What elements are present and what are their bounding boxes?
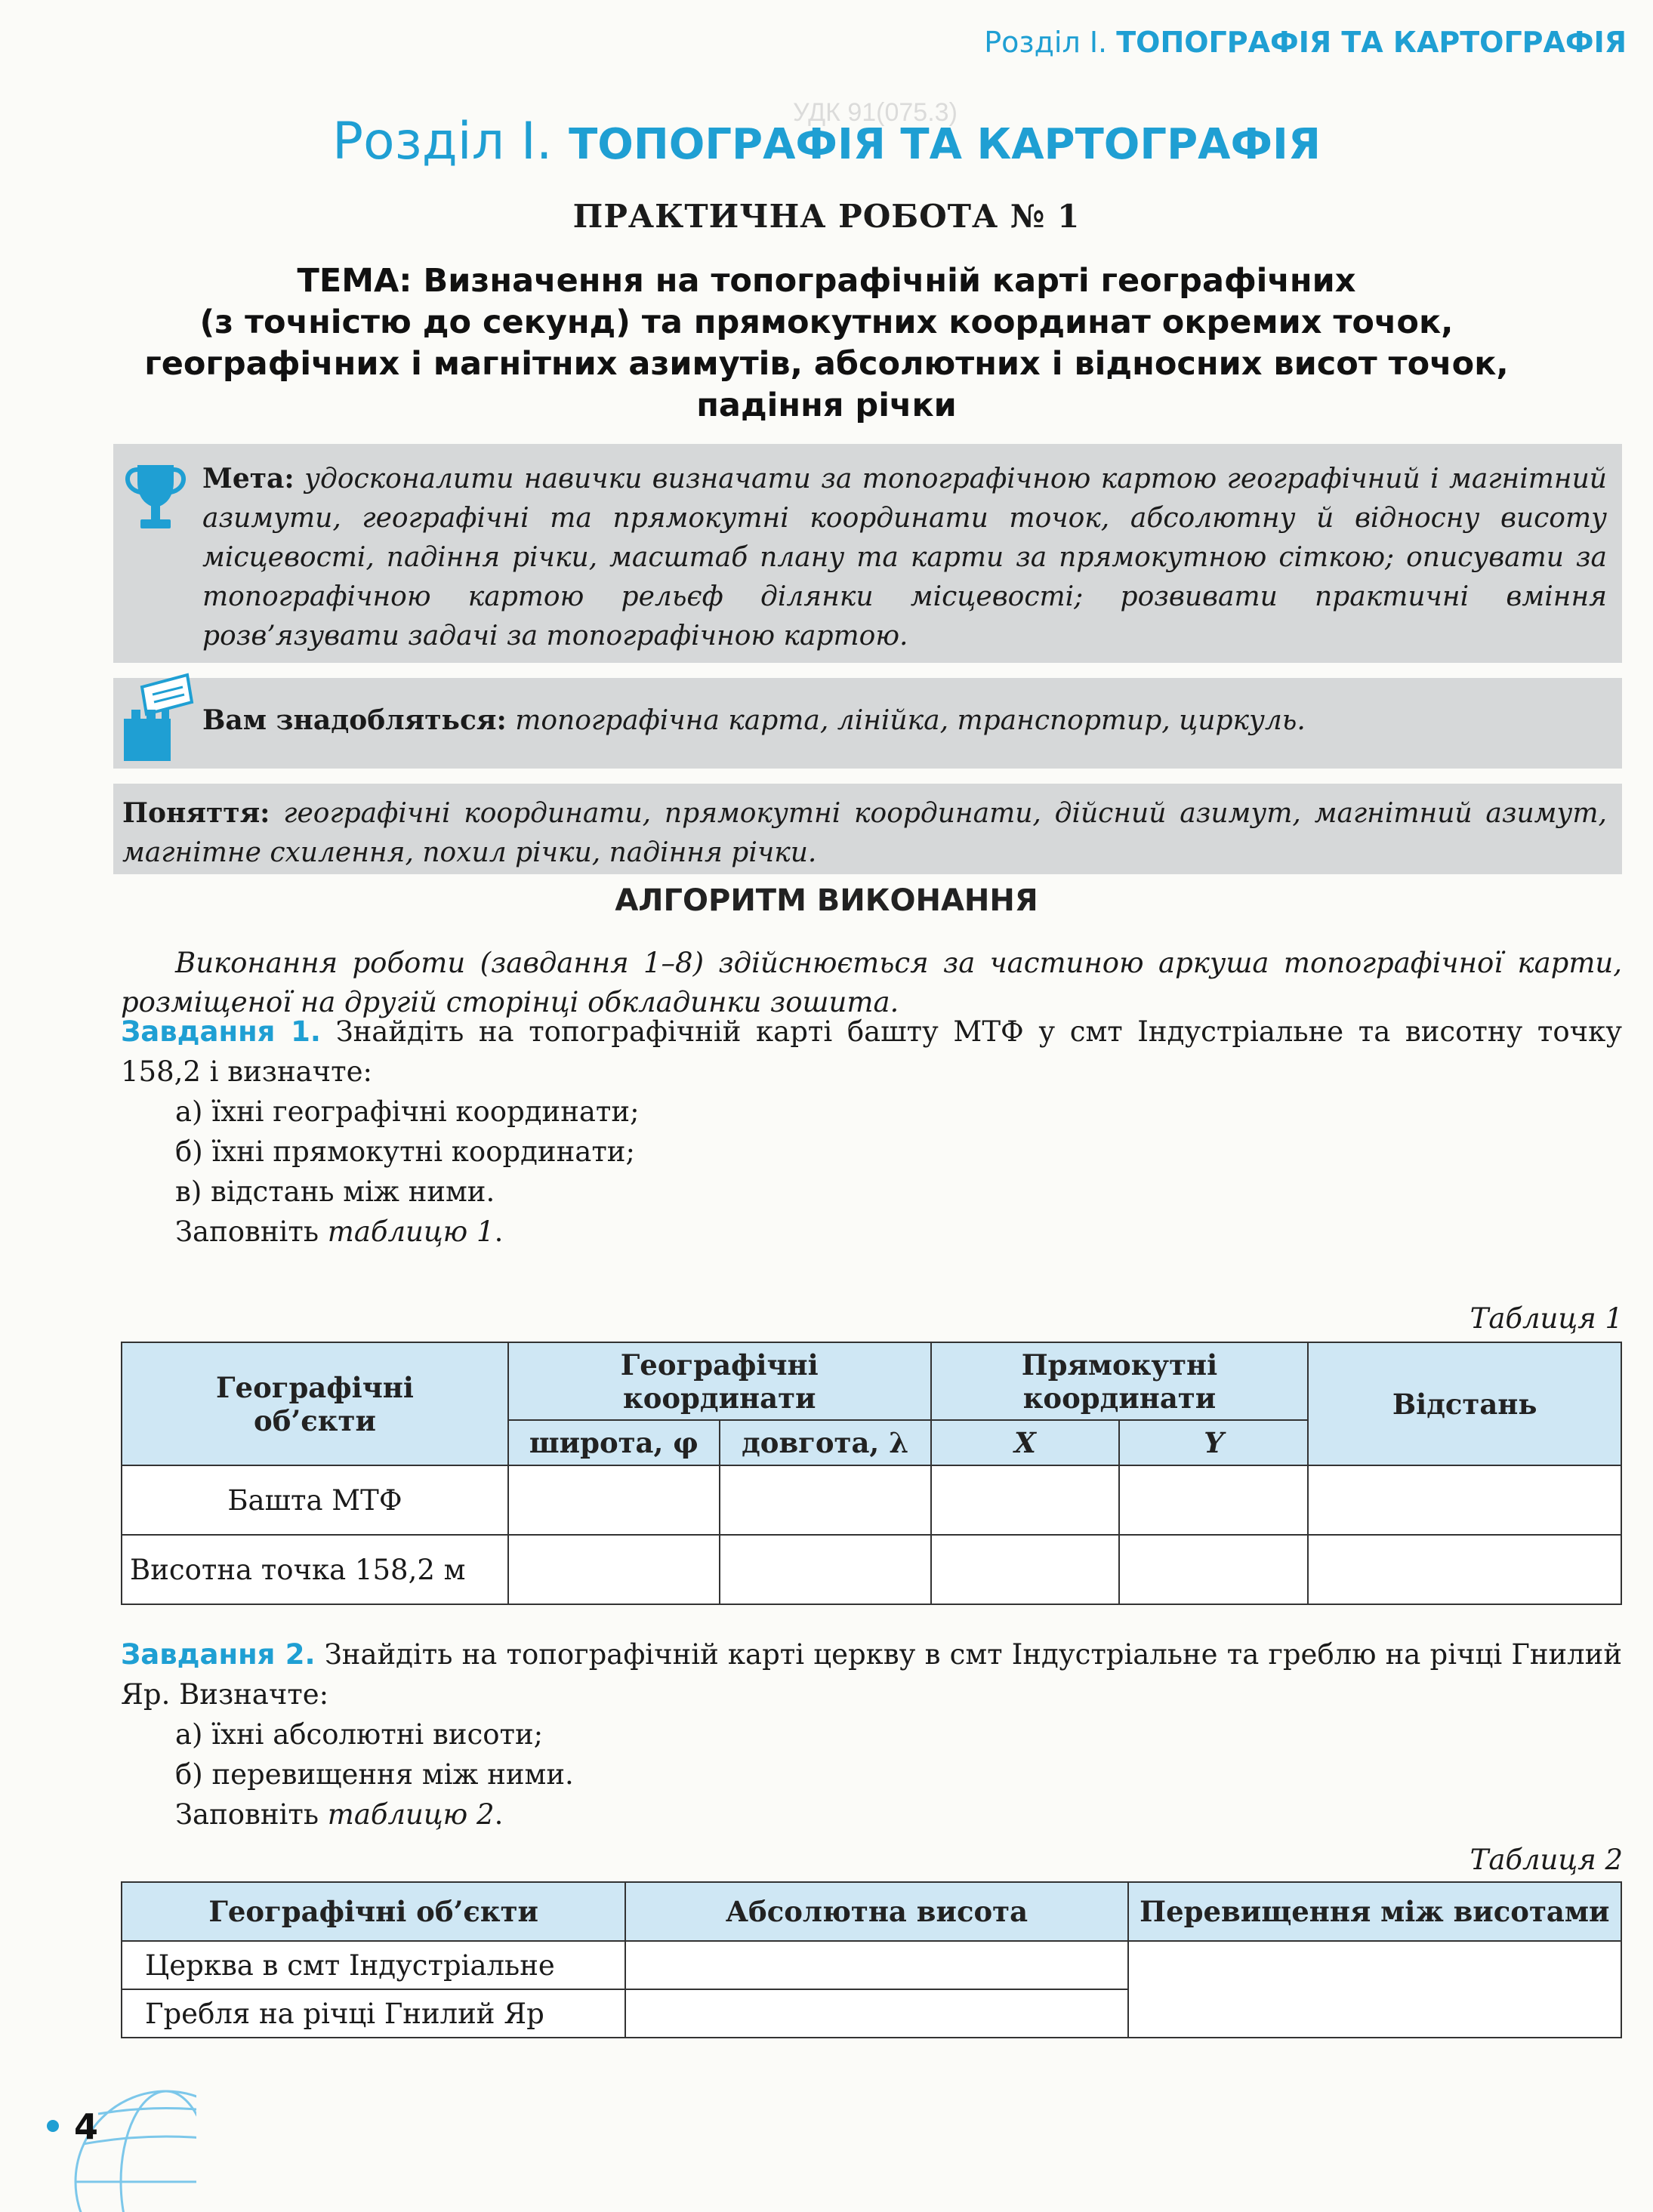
fill-prefix: Заповніть bbox=[175, 1215, 328, 1248]
table-row bbox=[122, 1535, 1621, 1604]
fill-prefix: Заповніть bbox=[175, 1798, 328, 1831]
table-1-header-latitude: широта, φ bbox=[508, 1420, 720, 1465]
fill-table-ref: таблицю 2 bbox=[327, 1798, 495, 1831]
task-2-fill-instruction bbox=[121, 1795, 1622, 1835]
practical-work-title: ПРАКТИЧНА РОБОТА № 1 bbox=[572, 198, 1081, 235]
table-1-caption: Таблиця 1 bbox=[1470, 1302, 1623, 1335]
fill-suffix: . bbox=[494, 1215, 504, 1248]
task-1-text: Знайдіть на топографічній карті башту МТФ у смт Індустріальне та висотну точку 158,2 і визначте: bbox=[121, 1015, 1622, 1088]
task-1-item: б) їхні прямокутні координати; bbox=[175, 1135, 635, 1168]
task-1-label: Завдання 1. bbox=[121, 1015, 321, 1048]
trophy-icon bbox=[121, 459, 190, 535]
theme-heading bbox=[113, 260, 1540, 427]
concepts-label: Поняття: bbox=[122, 797, 270, 829]
table-1-empty-cell[interactable] bbox=[720, 1535, 931, 1604]
table-2-header-elevation-difference: Перевищення між висотами bbox=[1128, 1882, 1621, 1941]
fill-suffix: . bbox=[494, 1798, 504, 1831]
theme-line: падіння річки bbox=[696, 387, 957, 424]
table-2-object-cell: Гребля на річці Гнилий Яр bbox=[122, 1989, 625, 2038]
task-2-label: Завдання 2. bbox=[121, 1638, 316, 1671]
goal-label: Мета: bbox=[202, 463, 295, 494]
task-2 bbox=[121, 1634, 1622, 1835]
table-1-empty-cell[interactable] bbox=[720, 1465, 931, 1535]
goal-box bbox=[113, 444, 1622, 663]
goal-text: удосконалити навички визначати за топографічною картою географічний і магнітний азимути, географічні та прямокутні координати точок, абсолютну й відносну висоту місцевості, падіння річки, масштаб плану та карти за прямокутною сіткою; описувати за топографічною картою рельєф ділянки місцевості; розвивати практичні вміння розв’язувати задачі за топографічною картою. bbox=[202, 464, 1607, 652]
task-2-statement bbox=[121, 1634, 1622, 1714]
concepts-box bbox=[113, 784, 1622, 874]
table-1-header-x: X bbox=[931, 1420, 1120, 1465]
table-1-header-longitude: довгота, λ bbox=[720, 1420, 931, 1465]
task-1-statement bbox=[121, 1012, 1622, 1092]
table-2-empty-cell[interactable] bbox=[625, 1989, 1127, 2038]
task-1-fill-instruction bbox=[121, 1212, 1622, 1252]
theme-line: географічних і магнітних азимутів, абсолютних і відносних висот точок, bbox=[144, 345, 1509, 383]
table-2-empty-cell[interactable] bbox=[625, 1941, 1127, 1989]
table-1-empty-cell[interactable] bbox=[508, 1465, 720, 1535]
table-1-empty-cell[interactable] bbox=[1308, 1535, 1621, 1604]
section-title-prefix: Розділ I. bbox=[332, 112, 553, 171]
table-2-header-objects: Географічні об’єкти bbox=[122, 1882, 625, 1941]
table-1-empty-cell[interactable] bbox=[1119, 1535, 1308, 1604]
table-1-header-distance: Відстань bbox=[1308, 1342, 1621, 1465]
supplies-text: топографічна карта, лінійка, транспортир, циркуль. bbox=[515, 705, 1306, 736]
running-head-title: ТОПОГРАФІЯ ТА КАРТОГРАФІЯ bbox=[1116, 26, 1627, 59]
table-1-empty-cell[interactable] bbox=[1308, 1465, 1621, 1535]
table-1-header-y: Y bbox=[1119, 1420, 1308, 1465]
running-head-prefix: Розділ I. bbox=[984, 26, 1108, 59]
section-title-main: ТОПОГРАФІЯ ТА КАРТОГРАФІЯ bbox=[569, 120, 1321, 169]
page-number-dot bbox=[47, 2120, 59, 2132]
concepts-text: географічні координати, прямокутні координати, дійсний азимут, магнітний азимут, магнітне схилення, похил річки, падіння річки. bbox=[122, 798, 1607, 868]
show-through-text: УДК 91(075.3) bbox=[793, 98, 958, 127]
table-1-header-geo: Географічні координати bbox=[508, 1342, 931, 1420]
intro-paragraph: Виконання роботи (завдання 1–8) здійснюється за частиною аркуша топографічної карти, розміщеної на другій сторінці обкладинки зошита. bbox=[121, 947, 1622, 1018]
globe-icon bbox=[45, 2069, 196, 2212]
table-1-empty-cell[interactable] bbox=[1119, 1465, 1308, 1535]
task-1 bbox=[121, 1012, 1622, 1252]
table-row bbox=[122, 1941, 1621, 1989]
table-2 bbox=[121, 1881, 1622, 2038]
table-2-empty-cell[interactable] bbox=[1128, 1941, 1621, 2038]
table-2-header-absolute-height: Абсолютна висота bbox=[625, 1882, 1127, 1941]
table-1-object-cell: Башта МТФ bbox=[122, 1465, 508, 1535]
table-1 bbox=[121, 1342, 1622, 1605]
task-1-item: в) відстань між ними. bbox=[175, 1175, 495, 1208]
table-1-empty-cell[interactable] bbox=[931, 1465, 1120, 1535]
task-2-item: б) перевищення між ними. bbox=[175, 1758, 574, 1791]
table-2-caption: Таблиця 2 bbox=[1470, 1844, 1623, 1876]
table-1-empty-cell[interactable] bbox=[508, 1535, 720, 1604]
algorithm-heading: АЛГОРИТМ ВИКОНАННЯ bbox=[615, 883, 1038, 918]
supplies-box bbox=[113, 678, 1622, 769]
table-1-header-rect: Прямокутні координати bbox=[931, 1342, 1309, 1420]
table-1-empty-cell[interactable] bbox=[931, 1535, 1120, 1604]
table-row bbox=[122, 1465, 1621, 1535]
table-1-object-cell: Висотна точка 158,2 м bbox=[122, 1535, 508, 1604]
section-title bbox=[0, 112, 1653, 171]
page-number: 4 bbox=[74, 2106, 99, 2147]
task-2-item: а) їхні абсолютні висоти; bbox=[175, 1718, 544, 1751]
table-2-object-cell: Церква в смт Індустріальне bbox=[122, 1941, 625, 1989]
supplies-label: Вам знадобляться: bbox=[202, 704, 507, 736]
running-head bbox=[984, 26, 1627, 59]
theme-line: ТЕМА: Визначення на топографічній карті географічних bbox=[297, 262, 1356, 300]
task-2-text: Знайдіть на топографічній карті церкву в смт Індустріальне та греблю на річці Гнилий Яр. Визначте: bbox=[121, 1638, 1623, 1711]
fill-table-ref: таблицю 1 bbox=[327, 1215, 495, 1248]
tools-icon bbox=[119, 672, 195, 766]
table-1-header-objects: Географічні об’єкти bbox=[122, 1342, 508, 1465]
task-1-item: а) їхні географічні координати; bbox=[175, 1095, 640, 1128]
theme-line: (з точністю до секунд) та прямокутних координат окремих точок, bbox=[199, 303, 1454, 341]
